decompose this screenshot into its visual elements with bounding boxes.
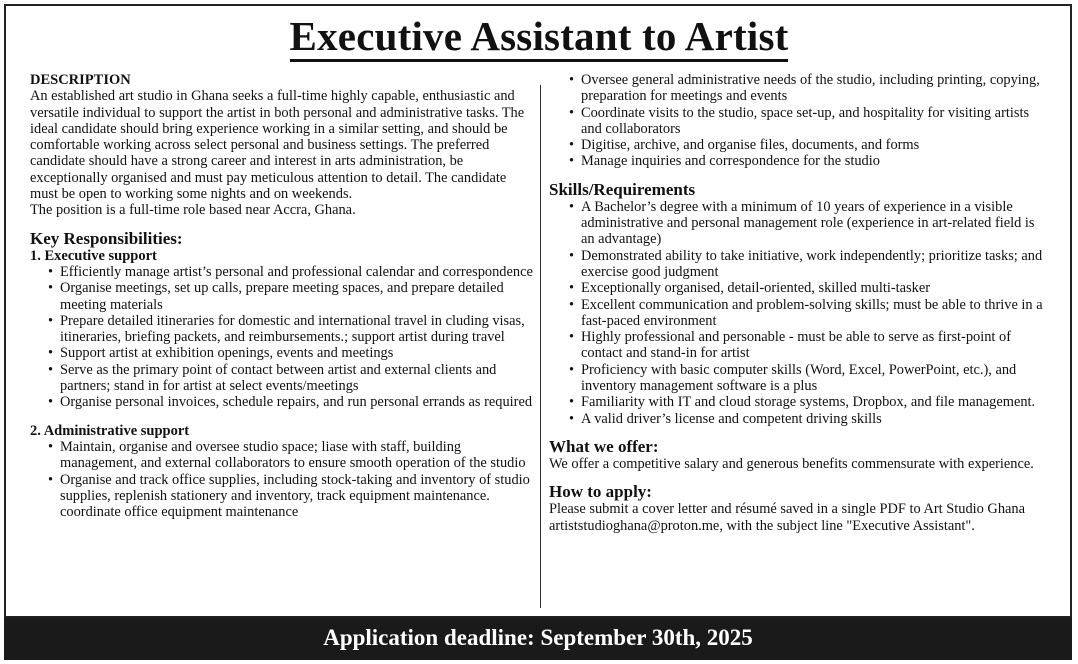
list-item: • Coordinate visits to the studio, space set-up, and hospitality for visiting artists and collaborators [549,105,1049,138]
list-item: • Digitise, archive, and organise files, documents, and forms [549,137,1049,153]
column-divider [540,85,541,608]
list-item: • Proficiency with basic computer skills (Word, Excel, PowerPoint, etc.), and inventory management software is a plus [549,362,1049,395]
offer-text: We offer a competitive salary and generous benefits commensurate with experience. [549,455,1034,472]
list-item: • A valid driver’s license and competent driving skills [549,411,1049,427]
description-section [30,72,535,219]
list-item: • Serve as the primary point of contact between artist and external clients and partners; stand in for artist at select events/meetings [30,362,535,395]
executive-support-title: 1. Executive support [30,247,157,264]
apply-heading: How to apply: [549,482,652,502]
list-item: • Familiarity with IT and cloud storage systems, Dropbox, and file management. [549,394,1049,410]
responsibilities-heading: Key Responsibilities: [30,228,183,248]
apply-text: Please submit a cover letter and résumé saved in a single PDF to Art Studio Ghana artiststudioghana@proton.me, with the subject line "Executive Assistant". [549,501,1025,534]
list-item: • Oversee general administrative needs of the studio, including printing, copying, preparation for meetings and events [549,72,1049,105]
list-item: • Demonstrated ability to take initiative, work independently; prioritize tasks; and exercise good judgment [549,248,1049,281]
list-item: • Highly professional and personable - must be able to serve as first-point of contact and stand-in for artist [549,329,1049,362]
list-item: • Organise personal invoices, schedule repairs, and run personal errands as required [30,394,535,410]
administrative-support-list-left [30,439,535,520]
list-item: • Excellent communication and problem-solving skills; must be able to thrive in a fast-paced environment [549,297,1049,330]
executive-support-list [30,264,535,411]
description-paragraph-2: The position is a full-time role based near Accra, Ghana. [30,202,356,219]
right-column [549,72,1049,534]
administrative-support-title: 2. Administrative support [30,422,190,439]
deadline-banner: Application deadline: September 30th, 2025 [4,618,1072,660]
list-item: • Organise meetings, set up calls, prepare meeting spaces, and prepare detailed meeting materials [30,280,535,313]
list-item: • Manage inquiries and correspondence for the studio [549,153,1049,169]
list-item: • Exceptionally organised, detail-oriented, skilled multi-tasker [549,280,1049,296]
description-label: DESCRIPTION [30,72,131,88]
skills-list [549,199,1049,427]
title-text: Executive Assistant to Artist [290,13,789,62]
page-title [0,12,1078,60]
list-item: • Organise and track office supplies, including stock-taking and inventory of studio supplies, replenish stationery and inventory, track equipment maintenance. coordinate office equipment maintenance [30,472,535,521]
left-column [30,72,535,520]
list-item: • Maintain, organise and oversee studio space; liase with staff, building management, and external collaborators to ensure smooth operation of the studio [30,439,535,472]
skills-heading: Skills/Requirements [549,179,696,199]
offer-heading: What we offer: [549,436,659,456]
administrative-support-list-right [549,72,1049,170]
description-paragraph-1: An established art studio in Ghana seeks a full-time highly capable, enthusiastic and versatile individual to support the artist in both personal and administrative tasks. The ideal candidate should bring experience working in a similar setting, and should be comfortable working across select personal and business settings. The preferred candidate should have a strong career and interest in arts administration, be exceptionally organised and must pay meticulous attention to detail. The candidate must be open to working some nights and on weekends. [30,88,525,203]
list-item: • Efficiently manage artist’s personal and professional calendar and correspondence [30,264,535,280]
list-item: • A Bachelor’s degree with a minimum of 10 years of experience in a visible administrative and personal management role (experience in art-related field is an advantage) [549,199,1049,248]
list-item: • Support artist at exhibition openings, events and meetings [30,345,535,361]
list-item: • Prepare detailed itineraries for domestic and international travel in cluding visas, itineraries, briefing packets, and reimbursements.; support artist during travel [30,313,535,346]
